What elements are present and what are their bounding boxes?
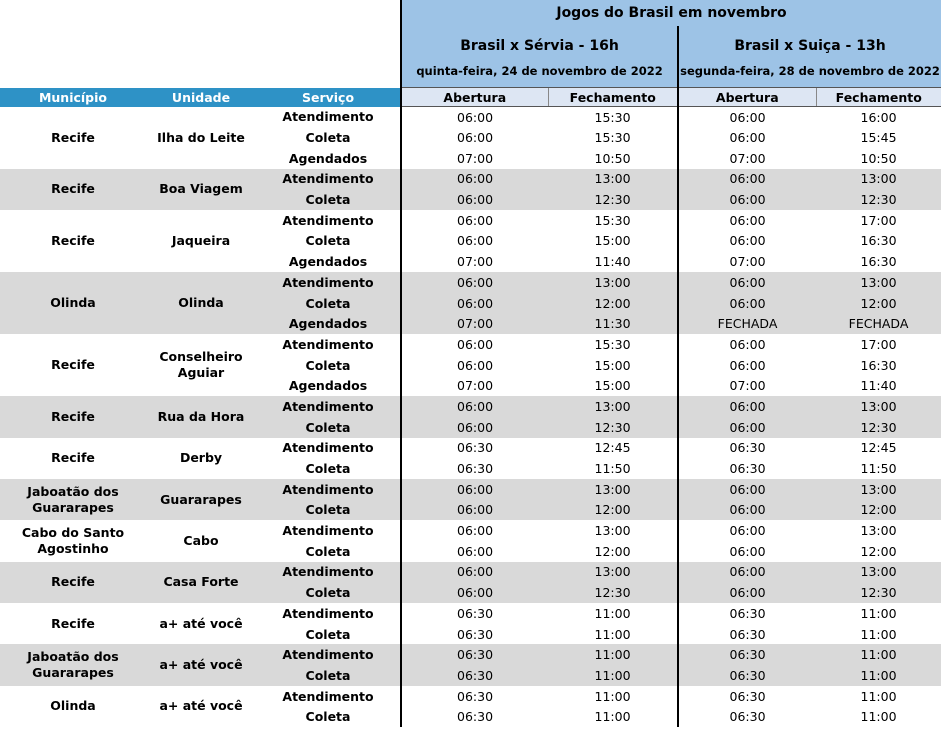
servico-cell: Atendimento <box>282 212 374 228</box>
table-row <box>0 169 941 190</box>
abertura-1-cell: 06:00 <box>401 582 548 603</box>
abertura-2-cell: 06:30 <box>678 644 816 665</box>
servico-cell: Coleta <box>305 543 351 559</box>
unidade-cell: Boa Viagem <box>146 169 256 210</box>
fechamento-2-cell: 16:00 <box>860 109 897 125</box>
table-row <box>0 438 941 459</box>
servico-cell: Atendimento <box>256 479 401 500</box>
fechamento-2-cell: 12:00 <box>860 543 897 559</box>
abertura-2-cell: 06:00 <box>678 169 816 190</box>
fechamento-2-cell: 13:00 <box>816 562 941 583</box>
fechamento-1-cell: 11:00 <box>594 605 631 621</box>
abertura-2-cell: 06:00 <box>678 541 816 562</box>
fechamento-2-cell: 17:00 <box>860 336 897 352</box>
fechamento-2-cell: 10:50 <box>860 150 897 166</box>
fechamento-2-cell: 11:00 <box>860 626 897 642</box>
fechamento-1-cell: 12:00 <box>594 543 631 559</box>
abertura-2-cell: FECHADA <box>678 313 816 334</box>
servico-cell: Coleta <box>305 130 351 146</box>
unidade-cell: Conselheiro Aguiar <box>159 349 243 381</box>
abertura-2-cell: 06:00 <box>678 562 816 583</box>
abertura-2-cell: 06:00 <box>678 231 816 252</box>
fechamento-2-cell: 12:30 <box>816 582 941 603</box>
servico-cell: Coleta <box>256 417 401 438</box>
column-header-abertura-2: Abertura <box>678 88 816 107</box>
table-row <box>0 520 941 541</box>
fechamento-1-cell: 11:00 <box>594 688 631 704</box>
servico-cell: Coleta <box>305 461 351 477</box>
fechamento-1-cell: 15:30 <box>594 130 631 146</box>
abertura-2-cell: 06:00 <box>678 582 816 603</box>
table-row <box>0 272 941 293</box>
municipio-cell: Recife <box>0 562 146 603</box>
abertura-2-cell: 06:00 <box>678 334 816 355</box>
column-header-abertura-1: Abertura <box>401 88 548 107</box>
unidade-cell: a+ até você <box>159 698 243 714</box>
abertura-1-cell: 06:00 <box>401 107 548 128</box>
abertura-1-cell: 07:00 <box>401 313 548 334</box>
fechamento-1-cell: 15:00 <box>594 357 631 373</box>
fechamento-1-cell: 13:00 <box>548 272 678 293</box>
abertura-2-cell: 06:00 <box>678 107 816 128</box>
municipio-cell: Olinda <box>0 272 146 334</box>
servico-cell: Coleta <box>305 709 351 725</box>
table-row <box>0 396 941 417</box>
fechamento-2-cell: 13:00 <box>816 396 941 417</box>
fechamento-1-cell: 11:30 <box>548 313 678 334</box>
servico-cell: Agendados <box>288 254 368 270</box>
fechamento-1-cell: 11:50 <box>594 461 631 477</box>
fechamento-2-cell: 12:00 <box>816 500 941 521</box>
abertura-2-cell: 06:30 <box>678 624 816 645</box>
abertura-2-cell: 06:00 <box>678 417 816 438</box>
servico-cell: Atendimento <box>256 644 401 665</box>
abertura-1-cell: 06:00 <box>401 479 548 500</box>
unidade-cell: Jaqueira <box>171 232 231 248</box>
municipio-cell: Cabo do Santo Agostinho <box>21 524 125 556</box>
unidade-cell: Cabo <box>183 532 219 548</box>
fechamento-2-cell: 11:00 <box>816 644 941 665</box>
unidade-cell: Olinda <box>146 272 256 334</box>
table-row <box>0 334 941 355</box>
abertura-2-cell: 07:00 <box>678 251 816 272</box>
abertura-1-cell: 07:00 <box>401 375 548 396</box>
fechamento-1-cell: 15:00 <box>594 378 631 394</box>
unidade-cell: Casa Forte <box>146 562 256 603</box>
header-blank <box>0 0 401 88</box>
abertura-2-cell: 06:00 <box>678 272 816 293</box>
fechamento-1-cell: 13:00 <box>548 479 678 500</box>
servico-cell: Atendimento <box>282 523 374 539</box>
fechamento-1-cell: 11:00 <box>548 644 678 665</box>
abertura-2-cell: 06:00 <box>678 396 816 417</box>
fechamento-2-cell: 11:00 <box>860 688 897 704</box>
abertura-2-cell: 06:30 <box>678 706 816 727</box>
fechamento-2-cell: 17:00 <box>860 212 897 228</box>
abertura-2-cell: 06:00 <box>678 127 816 148</box>
servico-cell: Atendimento <box>282 336 374 352</box>
municipio-cell: Recife <box>51 450 95 466</box>
fechamento-2-cell: 13:00 <box>816 479 941 500</box>
unidade-cell: Guararapes <box>146 479 256 520</box>
abertura-2-cell: 06:00 <box>678 500 816 521</box>
fechamento-1-cell: 11:40 <box>594 254 631 270</box>
schedule-body <box>0 107 941 728</box>
servico-cell: Atendimento <box>256 169 401 190</box>
abertura-1-cell: 06:00 <box>401 293 548 314</box>
game-1-name: Brasil x Sérvia - 16h <box>401 26 678 54</box>
servico-cell: Coleta <box>256 500 401 521</box>
fechamento-2-cell: 13:00 <box>816 169 941 190</box>
servico-cell: Coleta <box>256 582 401 603</box>
abertura-1-cell: 06:00 <box>401 334 548 355</box>
municipio-cell: Recife <box>51 129 95 145</box>
abertura-1-cell: 06:00 <box>401 231 548 252</box>
abertura-1-cell: 06:00 <box>401 210 548 231</box>
fechamento-2-cell: 16:30 <box>860 233 897 249</box>
abertura-2-cell: 06:00 <box>678 210 816 231</box>
municipio-cell: Jaboatão dos Guararapes <box>0 479 146 520</box>
fechamento-1-cell: 13:00 <box>548 396 678 417</box>
servico-cell: Coleta <box>305 233 351 249</box>
game-2-name: Brasil x Suiça - 13h <box>678 26 941 54</box>
fechamento-1-cell: 12:30 <box>548 189 678 210</box>
fechamento-2-cell: 13:00 <box>860 523 897 539</box>
table-row <box>0 603 941 624</box>
municipio-cell: Recife <box>0 169 146 210</box>
abertura-2-cell: 06:30 <box>678 603 816 624</box>
fechamento-1-cell: 13:00 <box>548 169 678 190</box>
abertura-1-cell: 06:00 <box>401 396 548 417</box>
abertura-2-cell: 06:00 <box>678 293 816 314</box>
municipio-cell: Olinda <box>50 698 96 714</box>
fechamento-1-cell: 12:30 <box>548 417 678 438</box>
table-row <box>0 686 941 707</box>
abertura-2-cell: 06:00 <box>678 479 816 500</box>
fechamento-2-cell: 12:30 <box>816 189 941 210</box>
abertura-2-cell: 07:00 <box>678 375 816 396</box>
fechamento-1-cell: 15:00 <box>594 233 631 249</box>
abertura-1-cell: 06:30 <box>401 438 548 459</box>
fechamento-2-cell: 12:45 <box>860 440 897 456</box>
unidade-cell: a+ até você <box>159 615 243 631</box>
abertura-2-cell: 06:00 <box>678 520 816 541</box>
abertura-2-cell: 07:00 <box>678 148 816 169</box>
table-row <box>0 562 941 583</box>
abertura-2-cell: 06:30 <box>678 438 816 459</box>
table-row <box>0 107 941 128</box>
game-2-date: segunda-feira, 28 de novembro de 2022 <box>678 54 941 88</box>
servico-cell: Agendados <box>288 150 368 166</box>
abertura-1-cell: 07:00 <box>401 148 548 169</box>
servico-cell: Atendimento <box>256 562 401 583</box>
abertura-1-cell: 07:00 <box>401 251 548 272</box>
municipio-cell: Jaboatão dos Guararapes <box>0 644 146 685</box>
column-header-unidade: Unidade <box>146 88 256 107</box>
fechamento-2-cell: 11:40 <box>860 378 897 394</box>
fechamento-2-cell: 15:45 <box>860 130 897 146</box>
abertura-1-cell: 06:30 <box>401 603 548 624</box>
abertura-1-cell: 06:30 <box>401 624 548 645</box>
fechamento-1-cell: 15:30 <box>594 212 631 228</box>
fechamento-2-cell: FECHADA <box>816 313 941 334</box>
abertura-2-cell: 06:00 <box>678 355 816 376</box>
abertura-1-cell: 06:00 <box>401 541 548 562</box>
fechamento-1-cell: 12:30 <box>548 582 678 603</box>
abertura-1-cell: 06:30 <box>401 644 548 665</box>
fechamento-1-cell: 12:45 <box>594 440 631 456</box>
abertura-2-cell: 06:30 <box>678 665 816 686</box>
abertura-1-cell: 06:30 <box>401 686 548 707</box>
servico-cell: Agendados <box>256 313 401 334</box>
unidade-cell: Ilha do Leite <box>157 129 245 145</box>
table-title: Jogos do Brasil em novembro <box>401 0 941 26</box>
fechamento-1-cell: 15:30 <box>594 336 631 352</box>
abertura-2-cell: 06:30 <box>678 686 816 707</box>
game-1-date: quinta-feira, 24 de novembro de 2022 <box>401 54 678 88</box>
fechamento-2-cell: 11:50 <box>860 461 897 477</box>
abertura-1-cell: 06:00 <box>401 169 548 190</box>
municipio-cell: Recife <box>0 396 146 437</box>
column-header-municipio: Município <box>0 88 146 107</box>
fechamento-1-cell: 12:00 <box>548 500 678 521</box>
table-row <box>0 210 941 231</box>
servico-cell: Coleta <box>256 189 401 210</box>
servico-cell: Atendimento <box>256 272 401 293</box>
servico-cell: Coleta <box>256 293 401 314</box>
column-header-servico: Serviço <box>256 88 401 107</box>
servico-cell: Atendimento <box>256 396 401 417</box>
abertura-1-cell: 06:00 <box>401 127 548 148</box>
servico-cell: Atendimento <box>282 440 374 456</box>
servico-cell: Coleta <box>305 357 351 373</box>
abertura-1-cell: 06:00 <box>401 189 548 210</box>
servico-cell: Agendados <box>288 378 368 394</box>
fechamento-1-cell: 12:00 <box>548 293 678 314</box>
servico-cell: Atendimento <box>282 688 374 704</box>
fechamento-1-cell: 11:00 <box>548 665 678 686</box>
abertura-1-cell: 06:00 <box>401 355 548 376</box>
abertura-1-cell: 06:30 <box>401 458 548 479</box>
fechamento-2-cell: 12:00 <box>816 293 941 314</box>
fechamento-1-cell: 13:00 <box>594 523 631 539</box>
fechamento-1-cell: 15:30 <box>594 109 631 125</box>
servico-cell: Atendimento <box>282 109 374 125</box>
fechamento-2-cell: 16:30 <box>860 254 897 270</box>
fechamento-2-cell: 12:30 <box>816 417 941 438</box>
unidade-cell: Rua da Hora <box>146 396 256 437</box>
abertura-2-cell: 06:30 <box>678 458 816 479</box>
fechamento-2-cell: 16:30 <box>860 357 897 373</box>
unidade-cell: Derby <box>179 450 223 466</box>
fechamento-2-cell: 13:00 <box>816 272 941 293</box>
fechamento-1-cell: 11:00 <box>594 626 631 642</box>
fechamento-1-cell: 11:00 <box>594 709 631 725</box>
abertura-1-cell: 06:00 <box>401 520 548 541</box>
column-header-fechamento-1: Fechamento <box>548 88 678 107</box>
abertura-1-cell: 06:30 <box>401 706 548 727</box>
abertura-1-cell: 06:00 <box>401 272 548 293</box>
fechamento-1-cell: 13:00 <box>548 562 678 583</box>
servico-cell: Coleta <box>256 665 401 686</box>
abertura-1-cell: 06:30 <box>401 665 548 686</box>
fechamento-2-cell: 11:00 <box>860 605 897 621</box>
table-row <box>0 479 941 500</box>
abertura-1-cell: 06:00 <box>401 562 548 583</box>
municipio-cell: Recife <box>51 232 95 248</box>
servico-cell: Atendimento <box>282 605 374 621</box>
abertura-1-cell: 06:00 <box>401 417 548 438</box>
servico-cell: Coleta <box>305 626 351 642</box>
unidade-cell: a+ até você <box>146 644 256 685</box>
column-header-fechamento-2: Fechamento <box>816 88 941 107</box>
table-row <box>0 644 941 665</box>
municipio-cell: Recife <box>51 357 95 373</box>
municipio-cell: Recife <box>51 615 95 631</box>
fechamento-2-cell: 11:00 <box>816 665 941 686</box>
fechamento-1-cell: 10:50 <box>594 150 631 166</box>
abertura-2-cell: 06:00 <box>678 189 816 210</box>
fechamento-2-cell: 11:00 <box>860 709 897 725</box>
abertura-1-cell: 06:00 <box>401 500 548 521</box>
